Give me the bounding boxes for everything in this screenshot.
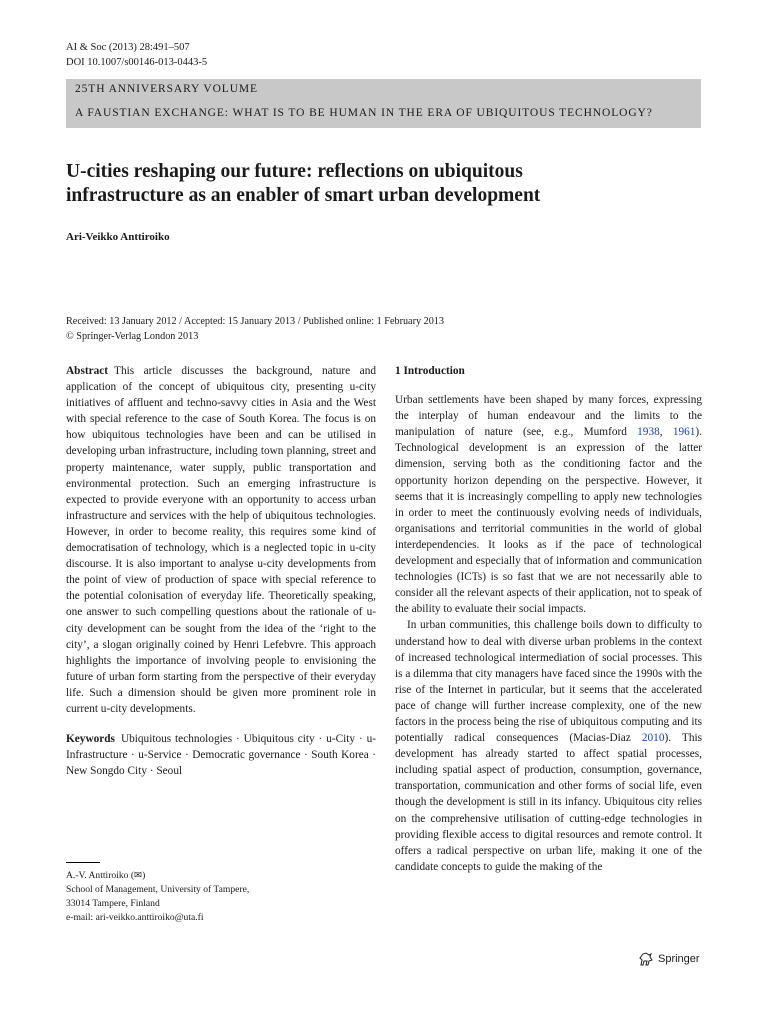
keywords-text: Ubiquitous technologies · Ubiquitous city · u-City · u-Infrastructure · u-Service · Democratic governance · South Korea · New Songdo City · Seoul <box>66 733 376 778</box>
abstract <box>66 363 376 717</box>
banner-line-2: A FAUSTIAN EXCHANGE: WHAT IS TO BE HUMAN IN THE ERA OF UBIQUITOUS TECHNOLOGY? <box>75 107 653 119</box>
affiliation-name: A.-V. Anttiroiko (✉) <box>66 870 146 881</box>
publisher-name: Springer <box>658 953 700 965</box>
journal-header <box>66 40 207 70</box>
citation-link-1961[interactable]: 1961 <box>672 426 696 439</box>
received-dates: Received: 13 January 2012 / Accepted: 15 January 2013 / Published online: 1 February 2013 <box>66 316 444 327</box>
copyright: © Springer-Verlag London 2013 <box>66 331 199 342</box>
title-line-1: U-cities reshaping our future: reflections on ubiquitous <box>66 161 523 182</box>
intro-p1-text-b: , <box>659 426 673 439</box>
citation-link-2010[interactable]: 2010 <box>641 732 665 745</box>
article-title <box>66 160 706 208</box>
intro-p2-text-a: In urban communities, this challenge boils down to difficulty to understand how to deal with diverse urban problems in the context of increased technological intermediation of social processes. This is a dilemma that city managers have faced since the 1990s with the rise of the Internet in particular, but it seems that the accelerated pace of change will further increase complexity, one of the new factors in the process being the rise of ubiquitous computing and its potentially radical consequences (Macias-Diaz <box>395 619 702 745</box>
affiliation-email: e-mail: ari-veikko.anttiroiko@uta.fi <box>66 912 204 923</box>
intro-p1-text-a: Urban settlements have been shaped by many forces, expressing the interplay of human endeavour and the limits to the manipulation of nature (see, e.g., Mumford <box>395 394 702 439</box>
affiliation-line-2: 33014 Tampere, Finland <box>66 898 160 909</box>
affiliation-line-1: School of Management, University of Tampere, <box>66 884 250 895</box>
citation-link-1938[interactable]: 1938 <box>637 426 660 439</box>
abstract-text: This article discusses the background, nature and application of the concept of ubiquitous city, presenting u-city initiatives of affluent and techno-savvy cities in Asia and the West with special reference to the case of South Korea. The focus is on how ubiquitous technologies have been and can be utilised in developing urban infrastructure, including town planning, street and property maintenance, water supply, public transportation and environmental protection. Such an emerging infrastructure is expected to provide everyone with an opportunity to access urban infrastructure and services with the help of ubiquitous technologies. However, in order to become reality, this requires some kind of democratisation of technology, which is a neglected topic in u-city discourse. It is also important to analyse u-city developments from the point of view of production of space with special reference to the potential colonisation of everyday life. Theoretically speaking, one answer to such compelling questions about the rationale of u-city development can be sought from the idea of the ‘right to the city’, a slogan originally coined by Henri Lefebvre. This approach highlights the importance of involving people to envisioning the future of urban form starting from the perspective of their everyday life. Such a dimension should be given more prominent role in current u-city developments. <box>66 365 376 715</box>
author-affiliation <box>66 869 249 925</box>
left-column <box>66 363 376 779</box>
keywords <box>66 731 376 779</box>
intro-paragraph-2 <box>395 617 702 875</box>
intro-p2-text-b: ). This development has already started to affect spatial processes, including spatial aspect of production, consumption, governance, transportation, communication and other forms of social life, even though the development is still in its infancy. Ubiquitous city relies on the comprehensive utilisation of cutting-edge technologies in providing flexible access to digital resources and remote control. It offers a radical perspective on urban life, making it one of the candidate concepts to guide the making of the <box>395 732 702 873</box>
publisher-logo <box>638 952 700 966</box>
intro-p1-text-c: ). Technological development is an expression of the latter dimension, serving both as the conditioning factor and the opportunity horizon depending on the perspective. However, it seems that it is increasingly compelling to apply new technologies in order to meet the continuously evolving needs of individuals, organisations and territorial communities in the world of global interdependencies. It looks as if the pace of technological development and especially that of information and communication technologies (ICTs) is so fast that we are not necessarily able to consider all the relevant aspects of their application, not to speak of the ability to evaluate their social impacts. <box>395 426 703 616</box>
intro-paragraph-1 <box>395 392 702 617</box>
doi: DOI 10.1007/s00146-013-0443-5 <box>66 57 208 68</box>
springer-horse-icon <box>638 952 654 966</box>
title-line-2: infrastructure as an enabler of smart urban development <box>66 185 541 206</box>
author-name: Ari-Veikko Anttiroiko <box>66 231 170 243</box>
volume-banner <box>66 79 701 128</box>
journal-citation: AI & Soc (2013) 28:491–507 <box>66 42 190 53</box>
keywords-heading: Keywords <box>66 733 115 746</box>
banner-line-1: 25TH ANNIVERSARY VOLUME <box>75 83 258 95</box>
footnote-divider <box>66 862 100 863</box>
abstract-heading: Abstract <box>66 365 109 377</box>
right-column <box>395 363 702 875</box>
section-heading: 1 Introduction <box>395 365 465 377</box>
publication-dates <box>66 314 444 344</box>
